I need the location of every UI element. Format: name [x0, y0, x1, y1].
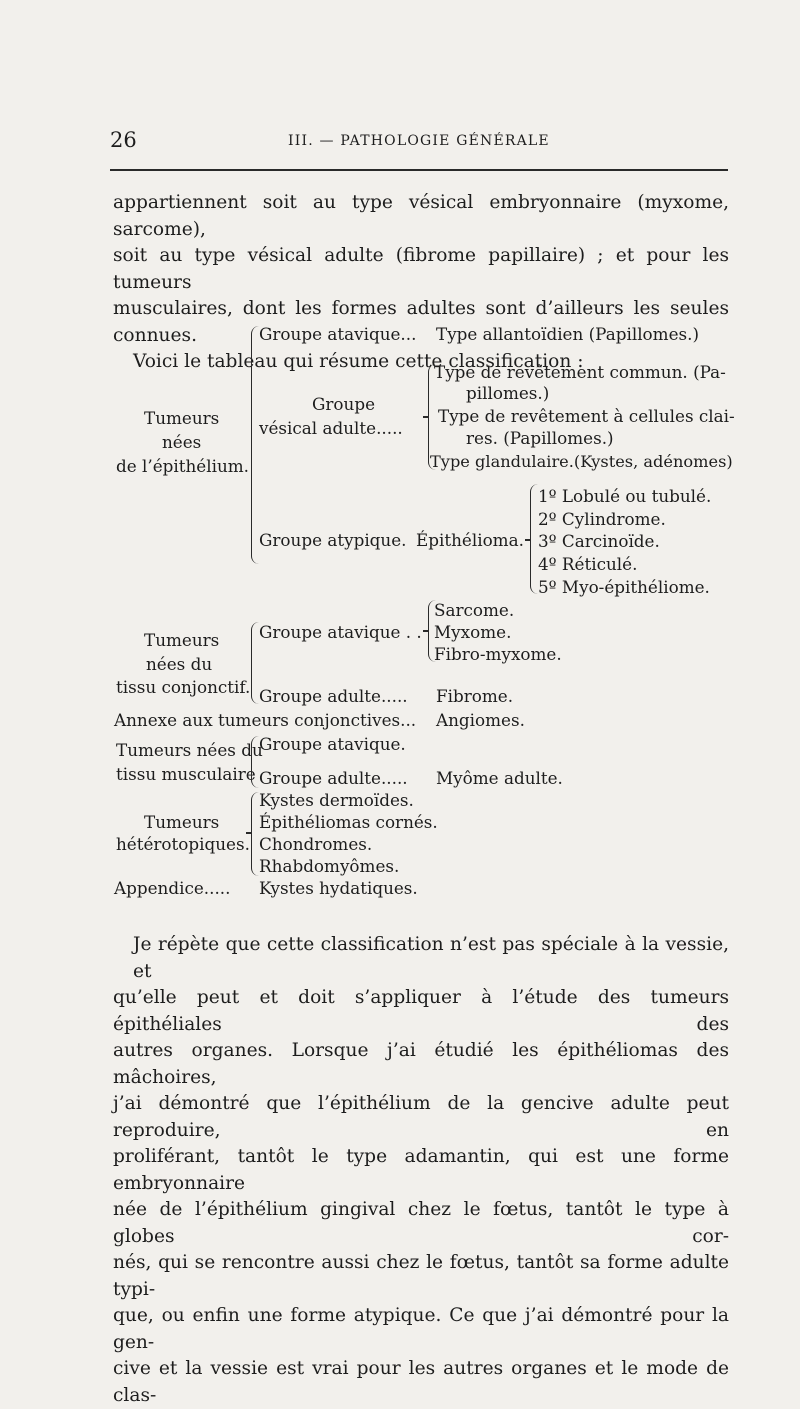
musc-atavique-group: Groupe atavique.	[259, 734, 406, 754]
conj-atavique-type: Sarcome.	[434, 600, 515, 620]
hetero-brace	[251, 792, 259, 876]
hetero-item: Épithéliomas cornés.	[259, 812, 438, 832]
appendice-label: Appendice.....	[114, 878, 231, 898]
closing-line: qu’elle peut et doit s’appliquer à l’étude des tumeurs épithéliales des	[113, 987, 729, 1035]
annexe-value: Angiomes.	[436, 710, 525, 730]
brace-tick	[246, 832, 252, 834]
conj-label: Tumeurs	[144, 630, 220, 650]
epith-atypique-type: 5º Myo-épithéliome.	[538, 577, 710, 597]
epith-atypique-type: 4º Réticulé.	[538, 554, 638, 574]
conj-adulte-group: Groupe adulte.....	[259, 686, 408, 706]
closing-line: Je répète que cette classification n’est pas spéciale à la vessie, et	[133, 934, 729, 982]
hetero-label: hétérotopiques.	[116, 834, 250, 854]
epith-atypique-group: Groupe atypique.	[259, 530, 407, 550]
hetero-item: Rhabdomyômes.	[259, 856, 400, 876]
intro-line: soit au type vésical adulte (fibrome papillaire) ; et pour les tumeurs	[113, 245, 729, 293]
musc-adulte-type: Myôme adulte.	[436, 768, 563, 788]
epith-atypique-brace	[530, 484, 538, 594]
epith-brace	[251, 326, 259, 564]
brace-tick	[423, 416, 429, 418]
closing-line: proliférant, tantôt le type adamantin, qui est une forme embryonnaire	[113, 1146, 729, 1194]
conj-atavique-type: Fibro-myxome.	[434, 644, 562, 664]
conj-label: nées du	[146, 654, 213, 674]
epith-label: de l’épithélium.	[116, 456, 250, 476]
intro-line: appartiennent soit au type vésical embryonnaire (myxome, sarcome),	[113, 192, 729, 240]
intro-paragraph	[113, 190, 729, 376]
closing-line: née de l’épithélium gingival chez le fœtus, tantôt le type à globes cor-	[113, 1199, 729, 1247]
epith-atypique-type: 1º Lobulé ou tubulé.	[538, 486, 712, 506]
conj-adulte-type: Fibrome.	[436, 686, 514, 706]
conj-atavique-group: Groupe atavique . .	[259, 622, 422, 642]
conj-brace	[251, 622, 259, 704]
page-number: 26	[110, 128, 137, 152]
conj-label: tissu conjonctif.	[116, 677, 251, 697]
brace-tick	[423, 630, 429, 632]
epith-label: Tumeurs	[144, 408, 220, 428]
intro-line: musculaires, dont les formes adultes sont d’ailleurs les seules connues.	[113, 298, 729, 346]
closing-line: cive et la vessie est vrai pour les autres organes et le mode de clas-	[113, 1358, 729, 1406]
musc-brace	[251, 736, 259, 788]
closing-paragraph	[113, 932, 729, 1409]
musc-label: tissu musculaire	[116, 764, 256, 784]
closing-line: autres organes. Lorsque j’ai étudié les épithéliomas des mâchoires,	[113, 1040, 729, 1088]
brace-tick	[525, 539, 531, 541]
closing-line: nés, qui se rencontre aussi chez le fœtus, tantôt sa forme adulte typi-	[113, 1252, 729, 1300]
epith-adulte-type: Type de revêtement commun. (Pa-	[434, 362, 726, 382]
epith-adulte-type: Type glandulaire.(Kystes, adénomes)	[430, 452, 733, 471]
epith-label: nées	[162, 432, 202, 452]
musc-adulte-group: Groupe adulte.....	[259, 768, 408, 788]
closing-line: que, ou enfin une forme atypique. Ce que j’ai démontré pour la gen-	[113, 1305, 729, 1353]
epith-atypique-type: 3º Carcinoïde.	[538, 531, 660, 551]
intro-line: Voici le tableau qui résume cette classification :	[133, 351, 584, 372]
epith-adulte-group: vésical adulte.....	[259, 418, 403, 438]
appendice-value: Kystes hydatiques.	[259, 878, 418, 898]
epith-adulte-type: Type de revêtement à cellules clai-	[438, 406, 735, 426]
epith-atypique-type: 2º Cylindrome.	[538, 509, 666, 529]
epith-atavique-type: Type allantoïdien (Papillomes.)	[436, 324, 700, 344]
epith-atypique-name: Épithélioma.	[416, 530, 524, 550]
musc-label: Tumeurs nées du	[116, 740, 263, 760]
closing-line: j’ai démontré que l’épithélium de la gencive adulte peut reproduire, en	[113, 1093, 729, 1141]
hetero-label: Tumeurs	[144, 812, 220, 832]
running-head: III. — PATHOLOGIE GÉNÉRALE	[288, 133, 550, 149]
hetero-item: Chondromes.	[259, 834, 373, 854]
epith-atavique-group: Groupe atavique...	[259, 324, 417, 344]
epith-adulte-group: Groupe	[312, 394, 376, 414]
epith-adulte-type: res. (Papillomes.)	[466, 428, 614, 448]
conj-atavique-type: Myxome.	[434, 622, 512, 642]
annexe-label: Annexe aux tumeurs conjonctives...	[114, 710, 417, 730]
header-rule	[110, 169, 728, 171]
epith-adulte-type: pillomes.)	[466, 383, 550, 403]
hetero-item: Kystes dermoïdes.	[259, 790, 414, 810]
